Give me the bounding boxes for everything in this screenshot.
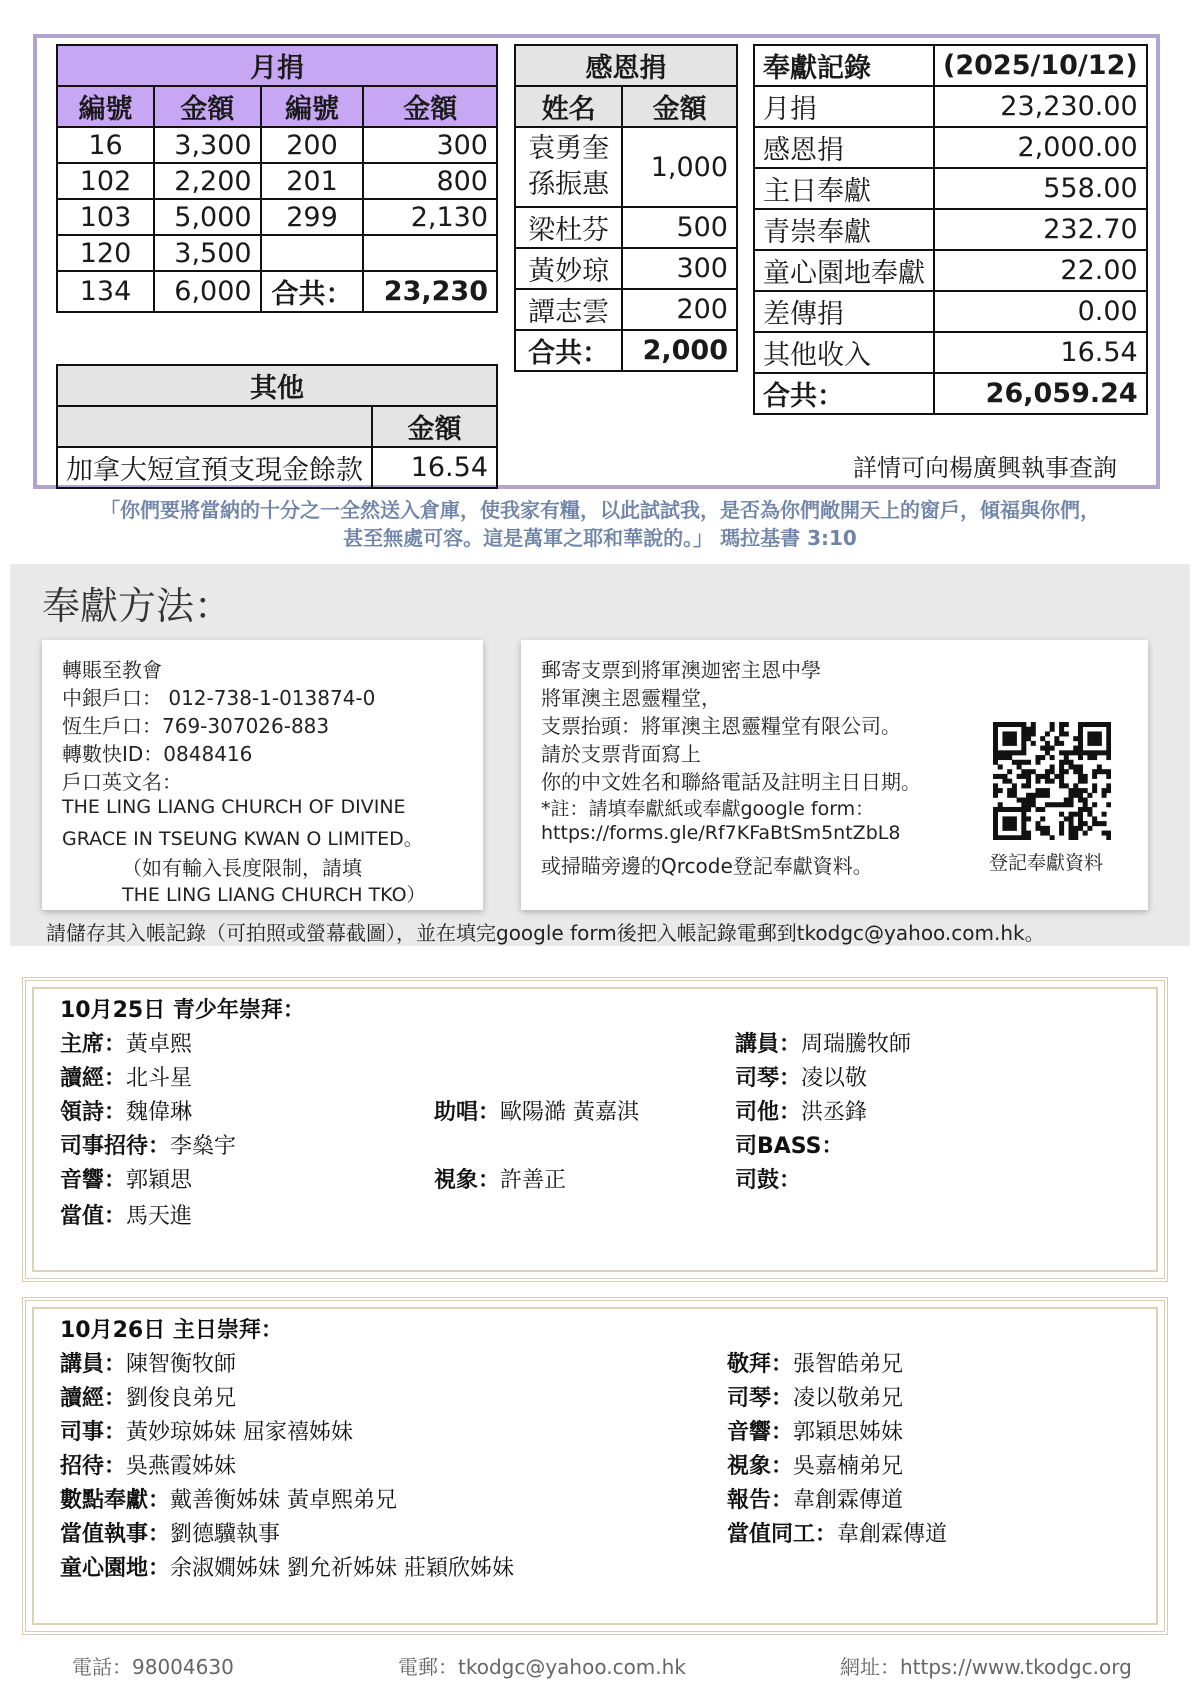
table-row (515, 207, 737, 248)
table-cell: 300 (622, 248, 737, 289)
monthly-header: 金額 (154, 86, 261, 127)
bank-line: 中銀戶口： 012-738-1-013874-0 (62, 686, 376, 710)
table-cell: 2,130 (363, 199, 497, 235)
roster-role: 司他： (735, 1100, 802, 1125)
other-table (56, 364, 498, 489)
table-cell: 103 (57, 199, 154, 235)
roster-name: 余淑嫺姊妹 劉允祈姊妹 莊穎欣姊妹 (170, 1556, 515, 1581)
roster-name: 戴善衡姊妹 黃卓熙弟兄 (170, 1488, 398, 1513)
thanks-total-label: 合共： (515, 330, 622, 371)
roster-entry (735, 1129, 844, 1160)
roster-role: 領詩： (60, 1100, 127, 1125)
method-title: 奉獻方法： (42, 584, 233, 628)
table-row (754, 168, 1147, 209)
cheque-line: 將軍澳主恩靈糧堂， (541, 686, 721, 710)
footer-website[interactable]: 網址：https://www.tkodgc.org (840, 1655, 1132, 1679)
roster-name: 北斗星 (126, 1066, 193, 1091)
roster-entry (727, 1483, 903, 1514)
method-note: 請儲存其入帳記錄（可拍照或螢幕截圖），並在填完google form後把入帳記錄電郵到tkodgc@yahoo.com.hk。 (46, 921, 1045, 945)
roster-role: 當值同工： (727, 1522, 838, 1547)
roster-name: 馬天進 (126, 1204, 193, 1229)
roster-entry (735, 1163, 801, 1194)
roster-entry (60, 1129, 236, 1160)
table-cell: 558.00 (934, 168, 1147, 209)
record-total-label: 合共： (754, 373, 934, 414)
roster-name: 郭穎思 (126, 1168, 193, 1193)
roster-role: 司事： (60, 1420, 127, 1445)
table-cell: 500 (622, 207, 737, 248)
table-cell: 232.70 (934, 209, 1147, 250)
roster-name: 周瑞騰牧師 (801, 1032, 912, 1057)
roster-entry (60, 1027, 192, 1058)
roster-role: 當值執事： (60, 1522, 171, 1547)
roster-role: 主席： (60, 1032, 127, 1057)
thanks-header: 金額 (622, 86, 737, 127)
table-cell: 120 (57, 235, 154, 271)
roster-name: 吳燕霞姊妹 (126, 1454, 237, 1479)
cheque-line: *註：請填奉獻紙或奉獻google form： (541, 798, 875, 820)
roster-name: 李燊宇 (170, 1134, 237, 1159)
roster-entry (727, 1415, 903, 1446)
roster-entry (727, 1347, 903, 1378)
table-cell: 300 (363, 127, 497, 163)
roster-role: 讀經： (60, 1386, 127, 1411)
table-cell: 5,000 (154, 199, 261, 235)
monthly-header: 編號 (261, 86, 364, 127)
table-row (515, 330, 737, 371)
table-cell: 其他收入 (754, 332, 934, 373)
roster-role: 讀經： (60, 1066, 127, 1091)
table-cell (261, 235, 364, 271)
verse-line: 「你們要將當納的十分之一全然送入倉庫，使我家有糧，以此試試我，是否為你們敞開天上的窗戶，傾福與你們， (100, 498, 1100, 522)
record-table (753, 44, 1148, 415)
roster-role: 敬拜： (727, 1352, 794, 1377)
table-row (754, 127, 1147, 168)
roster-entry (60, 1347, 236, 1378)
roster-name: 許善正 (500, 1168, 567, 1193)
table-row (57, 127, 497, 163)
bible-verse (40, 496, 1160, 552)
thanks-name: 孫振惠 (528, 169, 610, 200)
roster-role: 助唱： (434, 1100, 501, 1125)
table-cell: 差傳捐 (754, 291, 934, 332)
table-cell: 2,000.00 (934, 127, 1147, 168)
table-cell: 主日奉獻 (754, 168, 934, 209)
verse-line: 甚至無處可容。這是萬軍之耶和華說的。」 瑪拉基書 3:10 (343, 526, 857, 550)
record-total: 26,059.24 (934, 373, 1147, 414)
roster-name: 韋創霖傳道 (837, 1522, 948, 1547)
roster-entry (60, 1199, 192, 1230)
roster-entry (60, 1381, 236, 1412)
table-row (515, 289, 737, 330)
table-cell: 16 (57, 127, 154, 163)
roster-name: 黃妙琼姊妹 屈家禧姊妹 (126, 1420, 354, 1445)
qr-caption: 登記奉獻資料 (989, 852, 1104, 874)
roster-role: 司琴： (727, 1386, 794, 1411)
table-cell (363, 235, 497, 271)
monthly-title: 月捐 (57, 45, 497, 86)
roster-entry (727, 1449, 903, 1480)
table-row (754, 86, 1147, 127)
roster-entry (60, 1483, 397, 1514)
roster-name: 魏偉琳 (126, 1100, 193, 1125)
table-cell: 1,000 (622, 127, 737, 207)
bank-line: 轉數快ID：0848416 (62, 742, 253, 766)
other-amount-header: 金額 (372, 406, 497, 447)
roster-role: 音響： (60, 1168, 127, 1193)
thanks-table (514, 44, 738, 372)
table-row (57, 447, 497, 488)
table-cell: 青崇奉獻 (754, 209, 934, 250)
roster-entry (434, 1163, 566, 1194)
table-cell (515, 127, 622, 207)
table-row (515, 248, 737, 289)
table-cell: 梁杜芬 (515, 207, 622, 248)
table-row (754, 332, 1147, 373)
roster-name: 郭穎思姊妹 (793, 1420, 904, 1445)
monthly-header: 編號 (57, 86, 154, 127)
roster-name: 歐陽澔 黃嘉淇 (500, 1100, 640, 1125)
roster-role: 講員： (60, 1352, 127, 1377)
table-cell: 800 (363, 163, 497, 199)
roster-role: 音響： (727, 1420, 794, 1445)
other-title: 其他 (57, 365, 497, 406)
other-blank-header (57, 406, 372, 447)
roster-entry (60, 1551, 514, 1582)
thanks-title: 感恩捐 (515, 45, 737, 86)
bank-line: （如有輸入長度限制，請填 (122, 856, 362, 880)
roster-name: 陳智衡牧師 (126, 1352, 237, 1377)
roster-entry (727, 1381, 903, 1412)
roster-entry (60, 1517, 280, 1548)
monthly-total-label: 合共： (261, 271, 364, 312)
monthly-header: 金額 (363, 86, 497, 127)
table-cell: 3,500 (154, 235, 261, 271)
roster-role: 報告： (727, 1488, 794, 1513)
table-cell: 16.54 (372, 447, 497, 488)
roster-role: 招待： (60, 1454, 127, 1479)
table-row (57, 163, 497, 199)
roster-entry (735, 1061, 867, 1092)
table-cell: 23,230.00 (934, 86, 1147, 127)
roster-role: 視象： (434, 1168, 501, 1193)
footer-email[interactable]: 電郵：tkodgc@yahoo.com.hk (398, 1655, 686, 1679)
qr-code-graphic (993, 722, 1111, 840)
table-cell: 月捐 (754, 86, 934, 127)
roster-role: 司事招待： (60, 1134, 171, 1159)
cheque-line: 或掃瞄旁邊的Qrcode登記奉獻資料。 (541, 854, 873, 878)
table-cell: 134 (57, 271, 154, 312)
bank-transfer-card (42, 640, 483, 910)
roster-name: 韋創霖傳道 (793, 1488, 904, 1513)
table-cell: 2,200 (154, 163, 261, 199)
form-link[interactable]: https://forms.gle/Rf7KFaBtSm5ntZbL8 (541, 822, 901, 844)
roster-entry (60, 1415, 353, 1446)
table-cell: 黃妙琼 (515, 248, 622, 289)
roster-entry (60, 1061, 192, 1092)
roster-name: 張智皓弟兄 (793, 1352, 904, 1377)
table-row (754, 209, 1147, 250)
roster-role: 當值： (60, 1204, 127, 1229)
roster-entry (727, 1517, 947, 1548)
roster-entry (735, 1095, 867, 1126)
bank-line: GRACE IN TSEUNG KWAN O LIMITED。 (62, 828, 423, 850)
roster-role: 司鼓： (735, 1168, 802, 1193)
roster-name: 劉俊良弟兄 (126, 1386, 237, 1411)
roster-entry (60, 1449, 236, 1480)
table-cell: 16.54 (934, 332, 1147, 373)
table-cell: 200 (622, 289, 737, 330)
qr-code-icon[interactable] (993, 722, 1111, 840)
table-row (515, 127, 737, 207)
table-cell: 22.00 (934, 250, 1147, 291)
bank-line: THE LING LIANG CHURCH OF DIVINE (62, 796, 406, 818)
table-cell: 感恩捐 (754, 127, 934, 168)
table-cell: 童心園地奉獻 (754, 250, 934, 291)
thanks-total: 2,000 (622, 330, 737, 371)
table-row (754, 373, 1147, 414)
roster-name: 黃卓熙 (126, 1032, 193, 1057)
record-date: (2025/10/12) (934, 45, 1147, 86)
monthly-total: 23,230 (363, 271, 497, 312)
roster-role: 視象： (727, 1454, 794, 1479)
roster-role: 講員： (735, 1032, 802, 1057)
table-cell: 3,300 (154, 127, 261, 163)
table-cell: 102 (57, 163, 154, 199)
roster-entry (434, 1095, 639, 1126)
roster-role: 司琴： (735, 1066, 802, 1091)
roster-name: 凌以敬 (801, 1066, 868, 1091)
bank-line: 戶口英文名： (62, 770, 182, 794)
roster-role: 司BASS： (735, 1134, 844, 1159)
table-cell: 6,000 (154, 271, 261, 312)
table-cell: 0.00 (934, 291, 1147, 332)
cheque-line: 支票抬頭：將軍澳主恩靈糧堂有限公司。 (541, 714, 901, 738)
roster-entry (60, 1163, 192, 1194)
cheque-line: 請於支票背面寫上 (541, 742, 701, 766)
roster-entry (60, 1095, 192, 1126)
table-cell: 299 (261, 199, 364, 235)
roster-name: 洪丞鋒 (801, 1100, 868, 1125)
thanks-name: 袁勇奎 (528, 133, 610, 164)
enquiry-note: 詳情可向楊廣興執事查詢 (853, 454, 1117, 482)
record-title: 奉獻記錄 (754, 45, 934, 86)
youth-heading: 10月25日 青少年崇拜： (60, 998, 305, 1023)
table-row (57, 199, 497, 235)
roster-entry (735, 1027, 911, 1058)
roster-name: 吳嘉楠弟兄 (793, 1454, 904, 1479)
roster-name: 凌以敬弟兄 (793, 1386, 904, 1411)
table-cell: 201 (261, 163, 364, 199)
bank-line: 轉賬至教會 (62, 658, 162, 682)
table-row (754, 250, 1147, 291)
sunday-heading: 10月26日 主日崇拜： (60, 1318, 283, 1343)
roster-role: 童心園地： (60, 1556, 171, 1581)
table-row (57, 235, 497, 271)
table-cell: 200 (261, 127, 364, 163)
table-cell: 譚志雲 (515, 289, 622, 330)
monthly-table (56, 44, 498, 313)
bank-line: 恆生戶口：769-307026-883 (62, 714, 330, 738)
cheque-line: 你的中文姓名和聯絡電話及註明主日日期。 (541, 770, 921, 794)
table-row (754, 291, 1147, 332)
roster-name: 劉德驥執事 (170, 1522, 281, 1547)
table-cell: 加拿大短宣預支現金餘款 (57, 447, 372, 488)
thanks-header: 姓名 (515, 86, 622, 127)
footer-phone: 電話：98004630 (72, 1655, 234, 1679)
bank-line: THE LING LIANG CHURCH TKO） (122, 884, 426, 906)
roster-role: 數點奉獻： (60, 1488, 171, 1513)
cheque-line: 郵寄支票到將軍澳迦密主恩中學 (541, 658, 821, 682)
table-row (57, 271, 497, 312)
